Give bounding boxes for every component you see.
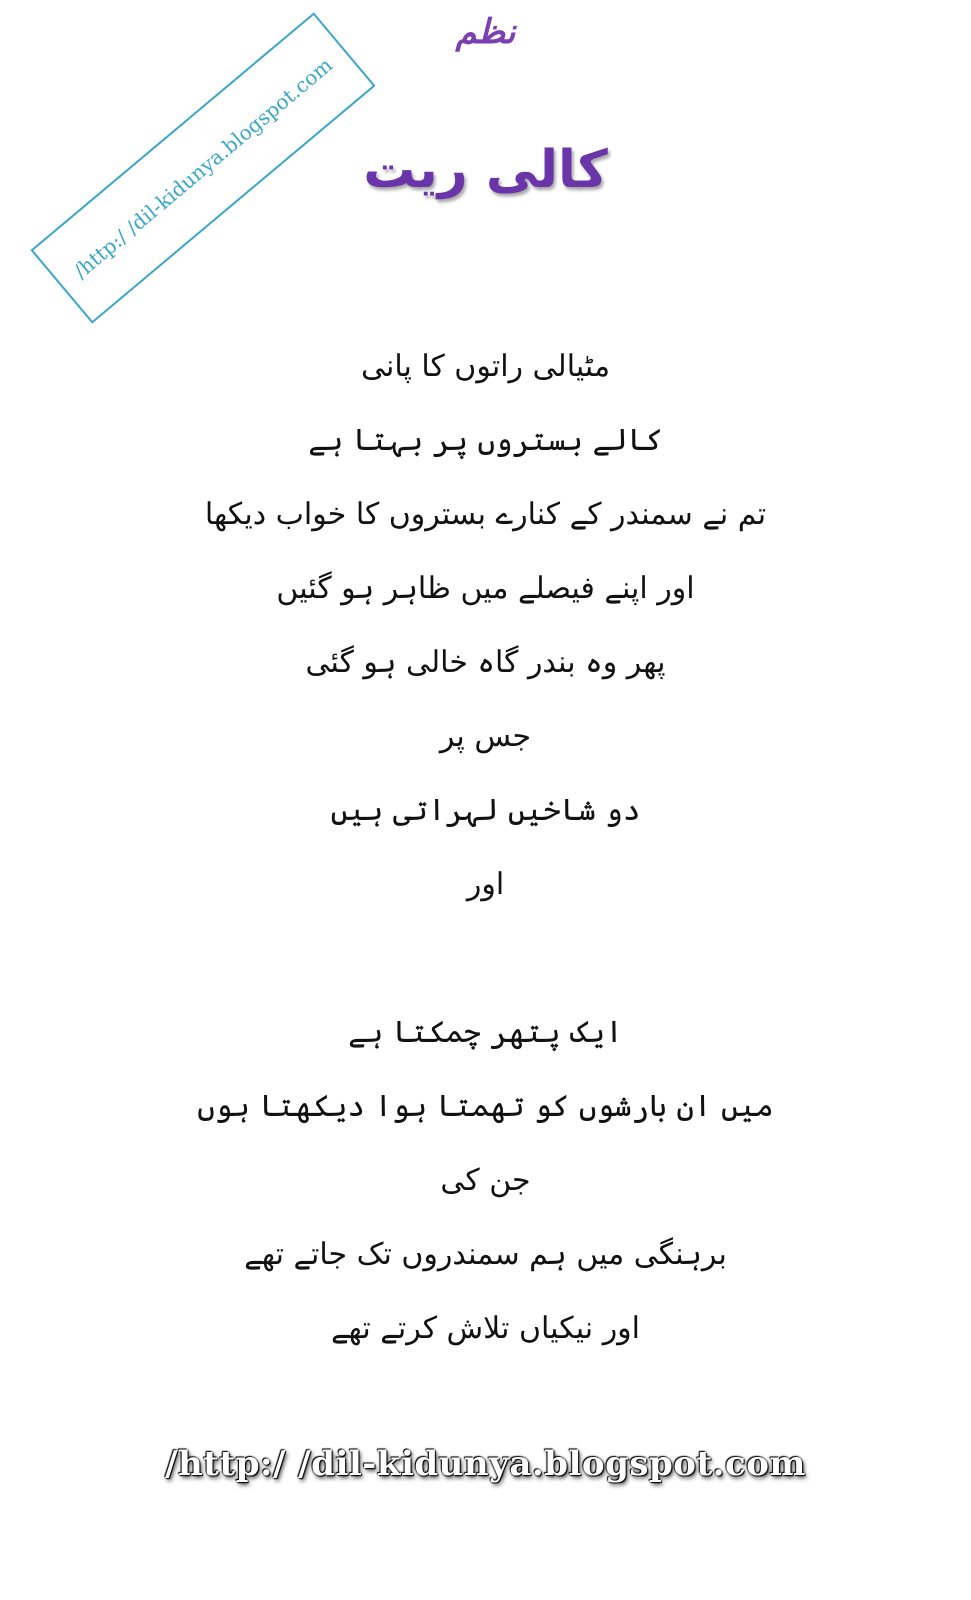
poem-line: جس پر <box>439 719 532 754</box>
poem-line: میں ان بارشوں کو تھمتا ہوا دیکھتا ہوں <box>197 1089 774 1124</box>
poem-line: تم نے سمندر کے کنارے بستروں کا خواب دیکھا <box>204 497 767 532</box>
poem-line: اور نیکیاں تلاش کرتے تھے <box>330 1311 641 1346</box>
poem-line: اور <box>466 867 505 902</box>
stanza-break <box>0 922 971 996</box>
poem-line: اور اپنے فیصلے میں ظاہر ہو گئیں <box>276 571 695 606</box>
poem-title: کالی ریت <box>363 140 608 200</box>
poem-body <box>0 330 971 1366</box>
poem-line: دو شاخیں لہراتی ہیں <box>330 793 641 828</box>
poem-line: کالے بستروں پر بہتا ہے <box>308 423 663 458</box>
poem-line: ایک پتھر چمکتا ہے <box>348 1015 623 1050</box>
poem-line: جن کی <box>440 1163 531 1198</box>
poem-line: پھر وہ بندر گاہ خالی ہو گئی <box>305 645 666 680</box>
poem-line: برہنگی میں ہم سمندروں تک جاتے تھے <box>244 1237 727 1272</box>
watermark-text: /http:/ /dil-kidunya.blogspot.com <box>68 52 338 284</box>
footer-url: /http:/ /dil-kidunya.blogspot.com <box>165 1444 806 1484</box>
genre-label: نظم <box>455 12 516 52</box>
poem-line: مٹیالی راتوں کا پانی <box>360 349 611 384</box>
